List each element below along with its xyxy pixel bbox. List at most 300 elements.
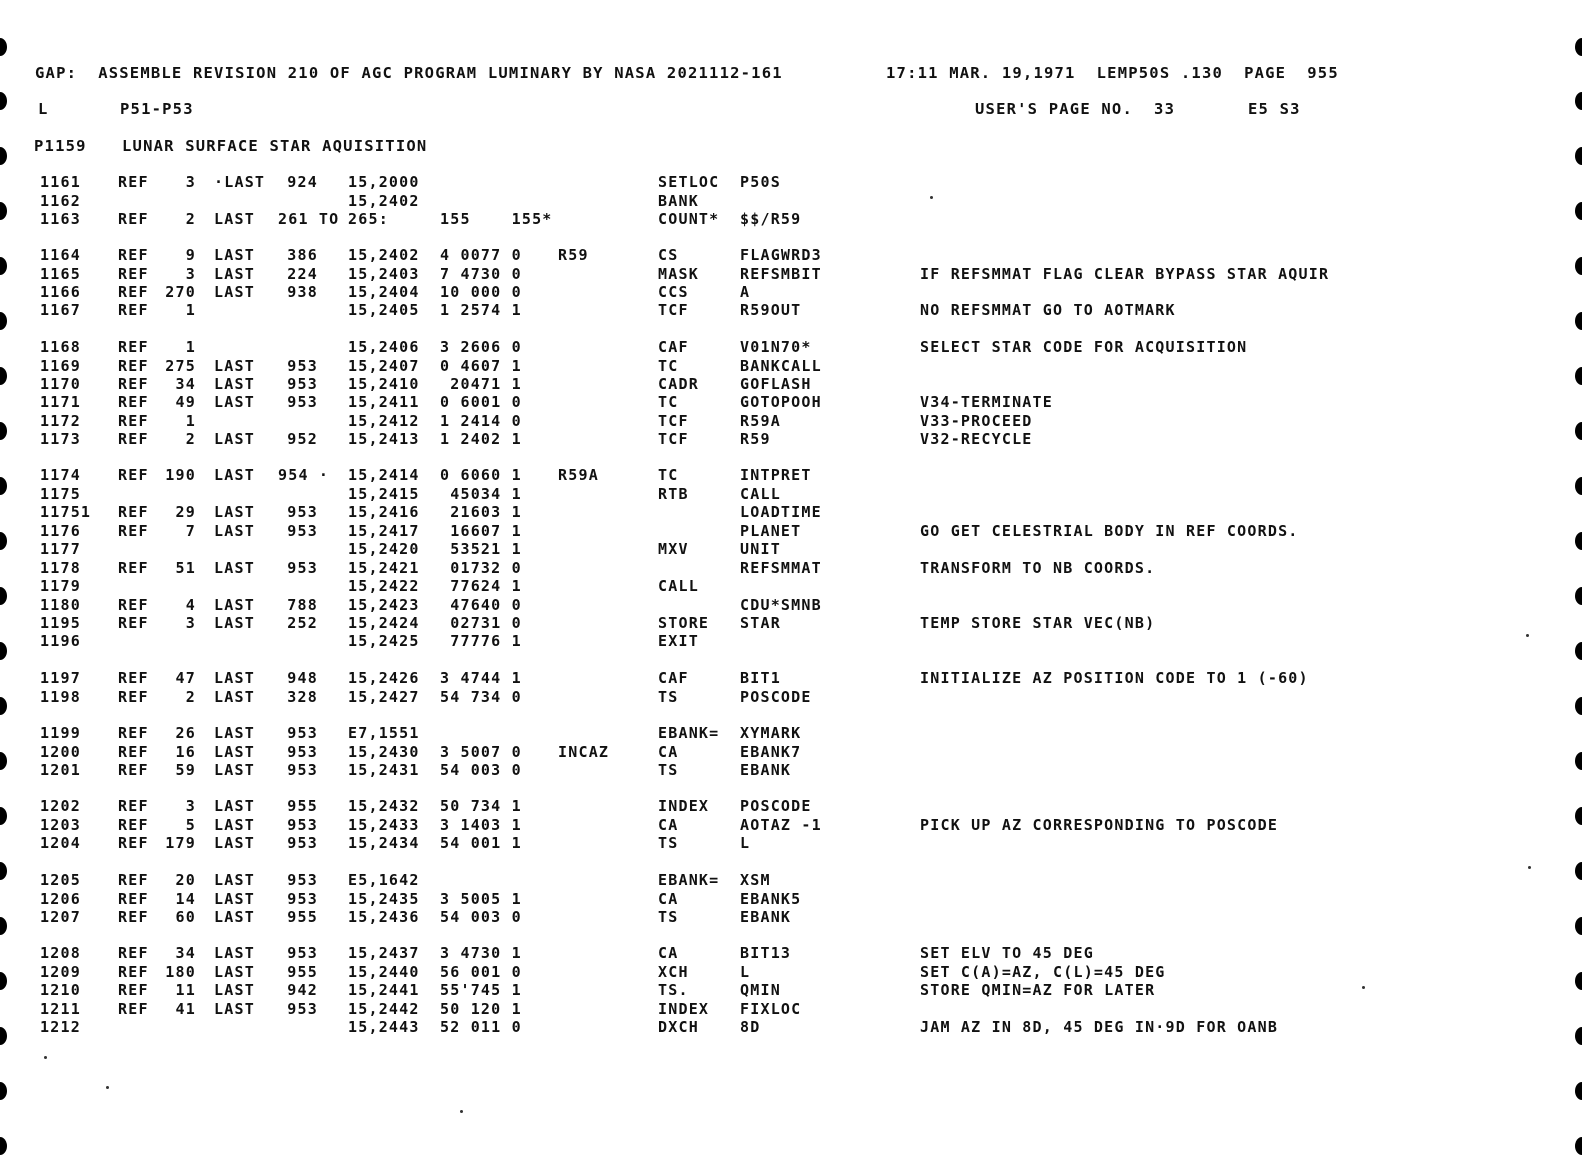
opcode: EBANK= bbox=[658, 871, 720, 889]
ref-count: 29 bbox=[175, 503, 196, 521]
address: 15,2402 bbox=[348, 246, 420, 264]
line-number: 1170 bbox=[40, 375, 81, 393]
operand: L bbox=[740, 963, 751, 981]
operand: EBANK5 bbox=[740, 890, 802, 908]
listing-row bbox=[0, 577, 1582, 597]
operand: STAR bbox=[740, 614, 781, 632]
ref-count: 51 bbox=[175, 559, 196, 577]
line-number: 1166 bbox=[40, 283, 81, 301]
ref-label: REF bbox=[118, 466, 149, 484]
punch-hole-left bbox=[0, 1137, 7, 1155]
address: 15,2406 bbox=[348, 338, 420, 356]
octal-code: 55'745 1 bbox=[440, 981, 522, 999]
comment: SELECT STAR CODE FOR ACQUISITION bbox=[920, 338, 1248, 356]
octal-code: 50 120 1 bbox=[440, 1000, 522, 1018]
line-number: 1167 bbox=[40, 301, 81, 319]
line-number: 1164 bbox=[40, 246, 81, 264]
address: 15,2433 bbox=[348, 816, 420, 834]
ref-label: REF bbox=[118, 596, 149, 614]
last-page: 955 bbox=[287, 963, 318, 981]
opcode: INDEX bbox=[658, 797, 710, 815]
listing-row bbox=[0, 981, 1582, 1001]
opcode: CS bbox=[658, 246, 679, 264]
last-label: LAST bbox=[214, 761, 255, 779]
operand: POSCODE bbox=[740, 797, 812, 815]
operand: A bbox=[740, 283, 751, 301]
address: 15,2442 bbox=[348, 1000, 420, 1018]
comment: SET C(A)=AZ, C(L)=45 DEG bbox=[920, 963, 1166, 981]
line-number: 1205 bbox=[40, 871, 81, 889]
listing-row bbox=[0, 393, 1582, 413]
listing-row bbox=[0, 522, 1582, 542]
last-label: LAST bbox=[214, 210, 255, 228]
listing-row bbox=[0, 743, 1582, 763]
opcode: TS bbox=[658, 688, 679, 706]
last-label: LAST bbox=[214, 1000, 255, 1018]
ref-count: 41 bbox=[175, 1000, 196, 1018]
address: 265: bbox=[348, 210, 389, 228]
operand: QMIN bbox=[740, 981, 781, 999]
ref-count: 1 bbox=[185, 301, 196, 319]
ref-count: 179 bbox=[165, 834, 196, 852]
users-page-number: USER'S PAGE NO. 33 bbox=[975, 100, 1176, 118]
comment: GO GET CELESTRIAL BODY IN REF COORDS. bbox=[920, 522, 1299, 540]
address: 15,2440 bbox=[348, 963, 420, 981]
line-number: 1210 bbox=[40, 981, 81, 999]
operand: XSM bbox=[740, 871, 771, 889]
address: 15,2417 bbox=[348, 522, 420, 540]
ref-count: 11 bbox=[175, 981, 196, 999]
operand: GOTOPOOH bbox=[740, 393, 822, 411]
opcode: TS bbox=[658, 761, 679, 779]
listing-row bbox=[0, 834, 1582, 854]
listing-row bbox=[0, 816, 1582, 836]
last-page: 953 bbox=[287, 724, 318, 742]
comment: V34-TERMINATE bbox=[920, 393, 1053, 411]
address: 15,2422 bbox=[348, 577, 420, 595]
last-page: 224 bbox=[287, 265, 318, 283]
operand: FLAGWRD3 bbox=[740, 246, 822, 264]
header-title: GAP: ASSEMBLE REVISION 210 OF AGC PROGRAM LUMINARY BY NASA 2021112-161 bbox=[35, 64, 783, 82]
ref-count: 4 bbox=[185, 596, 196, 614]
operand: R59 bbox=[740, 430, 771, 448]
opcode: EBANK= bbox=[658, 724, 720, 742]
line-number: 1173 bbox=[40, 430, 81, 448]
opcode: CALL bbox=[658, 577, 699, 595]
last-label: LAST bbox=[214, 816, 255, 834]
last-page: 953 bbox=[287, 761, 318, 779]
last-page: 942 bbox=[287, 981, 318, 999]
ref-count: 3 bbox=[185, 614, 196, 632]
opcode: TS bbox=[658, 908, 679, 926]
line-number: 1198 bbox=[40, 688, 81, 706]
opcode: TCF bbox=[658, 430, 689, 448]
last-page: 953 bbox=[287, 944, 318, 962]
line-number: 1161 bbox=[40, 173, 81, 191]
comment: JAM AZ IN 8D, 45 DEG IN·9D FOR OANB bbox=[920, 1018, 1279, 1036]
address: 15,2431 bbox=[348, 761, 420, 779]
listing-row bbox=[0, 173, 1582, 193]
symbol-label: R59 bbox=[558, 246, 589, 264]
ref-count: 14 bbox=[175, 890, 196, 908]
operand: $$/R59 bbox=[740, 210, 802, 228]
address: 15,2404 bbox=[348, 283, 420, 301]
address: 15,2410 bbox=[348, 375, 420, 393]
punch-hole-left bbox=[0, 1082, 7, 1100]
last-label: LAST bbox=[214, 596, 255, 614]
octal-code: 1 2402 1 bbox=[440, 430, 522, 448]
last-page: 953 bbox=[287, 522, 318, 540]
address: 15,2430 bbox=[348, 743, 420, 761]
listing-row bbox=[0, 559, 1582, 579]
address: 15,2441 bbox=[348, 981, 420, 999]
line-number: 1201 bbox=[40, 761, 81, 779]
last-label: LAST bbox=[214, 357, 255, 375]
comment: SET ELV TO 45 DEG bbox=[920, 944, 1094, 962]
ref-count: 34 bbox=[175, 375, 196, 393]
last-label: LAST bbox=[214, 871, 255, 889]
listing-row bbox=[0, 265, 1582, 285]
listing-row bbox=[0, 430, 1582, 450]
last-page: 955 bbox=[287, 797, 318, 815]
last-page: 953 bbox=[287, 357, 318, 375]
octal-code: 56 001 0 bbox=[440, 963, 522, 981]
last-label: LAST bbox=[214, 393, 255, 411]
octal-code: 01732 0 bbox=[440, 559, 522, 577]
line-number: 1199 bbox=[40, 724, 81, 742]
listing-row bbox=[0, 944, 1582, 964]
opcode: COUNT* bbox=[658, 210, 720, 228]
ref-label: REF bbox=[118, 338, 149, 356]
last-label: LAST bbox=[214, 908, 255, 926]
ref-label: REF bbox=[118, 688, 149, 706]
listing-row bbox=[0, 466, 1582, 486]
ref-count: 7 bbox=[185, 522, 196, 540]
address: E7,1551 bbox=[348, 724, 420, 742]
opcode: TS bbox=[658, 834, 679, 852]
octal-code: 1 2414 0 bbox=[440, 412, 522, 430]
address: 15,2425 bbox=[348, 632, 420, 650]
last-page: 953 bbox=[287, 393, 318, 411]
ref-label: REF bbox=[118, 944, 149, 962]
operand: PLANET bbox=[740, 522, 802, 540]
last-page: 953 bbox=[287, 375, 318, 393]
octal-code: 3 5007 0 bbox=[440, 743, 522, 761]
ref-count: 1 bbox=[185, 338, 196, 356]
last-page: 954 · bbox=[278, 466, 330, 484]
operand: BANKCALL bbox=[740, 357, 822, 375]
line-number: 1177 bbox=[40, 540, 81, 558]
octal-code: 3 5005 1 bbox=[440, 890, 522, 908]
last-label: LAST bbox=[214, 797, 255, 815]
last-page: 953 bbox=[287, 871, 318, 889]
opcode: TS. bbox=[658, 981, 689, 999]
header-date-page: 17:11 MAR. 19,1971 LEMP50S .130 PAGE 955 bbox=[886, 64, 1339, 82]
line-number: 1172 bbox=[40, 412, 81, 430]
operand: CALL bbox=[740, 485, 781, 503]
listing-row bbox=[0, 485, 1582, 505]
operand: FIXLOC bbox=[740, 1000, 802, 1018]
line-number: 1171 bbox=[40, 393, 81, 411]
last-page: 955 bbox=[287, 908, 318, 926]
address: 15,2413 bbox=[348, 430, 420, 448]
ref-label: REF bbox=[118, 871, 149, 889]
ref-count: 20 bbox=[175, 871, 196, 889]
address: 15,2434 bbox=[348, 834, 420, 852]
last-page: 386 bbox=[287, 246, 318, 264]
subheader-section: P51-P53 bbox=[120, 100, 194, 118]
line-number: 1179 bbox=[40, 577, 81, 595]
ref-count: 9 bbox=[185, 246, 196, 264]
paper-speck bbox=[460, 1110, 463, 1113]
ref-label: REF bbox=[118, 724, 149, 742]
operand: GOFLASH bbox=[740, 375, 812, 393]
last-label: LAST bbox=[214, 724, 255, 742]
address: E5,1642 bbox=[348, 871, 420, 889]
last-page: 953 bbox=[287, 890, 318, 908]
ref-count: 3 bbox=[185, 173, 196, 191]
listing-row bbox=[0, 669, 1582, 689]
symbol-label: INCAZ bbox=[558, 743, 610, 761]
opcode: CADR bbox=[658, 375, 699, 393]
octal-code: 0 6060 1 bbox=[440, 466, 522, 484]
section-number: P1159 bbox=[34, 137, 87, 155]
last-label: LAST bbox=[214, 890, 255, 908]
octal-code: 54 003 0 bbox=[440, 761, 522, 779]
operand: AOTAZ -1 bbox=[740, 816, 822, 834]
ref-label: REF bbox=[118, 393, 149, 411]
line-number: 1206 bbox=[40, 890, 81, 908]
octal-code: 3 2606 0 bbox=[440, 338, 522, 356]
line-number: 1178 bbox=[40, 559, 81, 577]
last-label: LAST bbox=[214, 614, 255, 632]
listing-row bbox=[0, 632, 1582, 652]
opcode: BANK bbox=[658, 192, 699, 210]
listing-row bbox=[0, 688, 1582, 708]
octal-code: 45034 1 bbox=[440, 485, 522, 503]
line-number: 11751 bbox=[40, 503, 92, 521]
operand: POSCODE bbox=[740, 688, 812, 706]
address: 15,2407 bbox=[348, 357, 420, 375]
address: 15,2421 bbox=[348, 559, 420, 577]
opcode: TCF bbox=[658, 301, 689, 319]
line-number: 1204 bbox=[40, 834, 81, 852]
ref-label: REF bbox=[118, 210, 149, 228]
listing-row bbox=[0, 412, 1582, 432]
ref-count: 180 bbox=[165, 963, 196, 981]
address: 15,2402 bbox=[348, 192, 420, 210]
octal-code: 77776 1 bbox=[440, 632, 522, 650]
line-number: 1211 bbox=[40, 1000, 81, 1018]
octal-code: 4 0077 0 bbox=[440, 246, 522, 264]
comment: PICK UP AZ CORRESPONDING TO POSCODE bbox=[920, 816, 1279, 834]
comment: INITIALIZE AZ POSITION CODE TO 1 (-60) bbox=[920, 669, 1309, 687]
opcode: CCS bbox=[658, 283, 689, 301]
operand: REFSMBIT bbox=[740, 265, 822, 283]
octal-code: 52 011 0 bbox=[440, 1018, 522, 1036]
address: 15,2405 bbox=[348, 301, 420, 319]
opcode: RTB bbox=[658, 485, 689, 503]
ref-label: REF bbox=[118, 816, 149, 834]
listing-row bbox=[0, 540, 1582, 560]
last-label: ·LAST bbox=[214, 173, 266, 191]
comment: STORE QMIN=AZ FOR LATER bbox=[920, 981, 1156, 999]
address: 15,2435 bbox=[348, 890, 420, 908]
octal-code: 0 6001 0 bbox=[440, 393, 522, 411]
octal-code: 7 4730 0 bbox=[440, 265, 522, 283]
ref-count: 3 bbox=[185, 797, 196, 815]
ref-label: REF bbox=[118, 412, 149, 430]
listing-row bbox=[0, 797, 1582, 817]
subheader-code: L bbox=[38, 100, 49, 118]
line-number: 1209 bbox=[40, 963, 81, 981]
line-number: 1202 bbox=[40, 797, 81, 815]
opcode: TC bbox=[658, 357, 679, 375]
last-label: LAST bbox=[214, 981, 255, 999]
address: 15,2423 bbox=[348, 596, 420, 614]
ref-label: REF bbox=[118, 761, 149, 779]
comment: IF REFSMMAT FLAG CLEAR BYPASS STAR AQUIR bbox=[920, 265, 1330, 283]
ref-count: 26 bbox=[175, 724, 196, 742]
last-page: 948 bbox=[287, 669, 318, 687]
ref-label: REF bbox=[118, 614, 149, 632]
line-number: 1175 bbox=[40, 485, 81, 503]
last-page: 788 bbox=[287, 596, 318, 614]
ref-count: 49 bbox=[175, 393, 196, 411]
line-number: 1174 bbox=[40, 466, 81, 484]
ref-label: REF bbox=[118, 503, 149, 521]
punch-hole-right bbox=[1575, 38, 1582, 56]
last-label: LAST bbox=[214, 265, 255, 283]
ref-count: 190 bbox=[165, 466, 196, 484]
address: 15,2437 bbox=[348, 944, 420, 962]
ref-count: 59 bbox=[175, 761, 196, 779]
ref-count: 34 bbox=[175, 944, 196, 962]
opcode: MXV bbox=[658, 540, 689, 558]
ref-count: 2 bbox=[185, 688, 196, 706]
opcode: CA bbox=[658, 816, 679, 834]
octal-code: 20471 1 bbox=[440, 375, 522, 393]
listing-row bbox=[0, 301, 1582, 321]
last-label: LAST bbox=[214, 466, 255, 484]
opcode: TCF bbox=[658, 412, 689, 430]
page-header bbox=[0, 64, 1582, 84]
ref-count: 1 bbox=[185, 412, 196, 430]
last-page: 953 bbox=[287, 834, 318, 852]
listing-row bbox=[0, 375, 1582, 395]
address: 15,2411 bbox=[348, 393, 420, 411]
listing-row bbox=[0, 614, 1582, 634]
opcode: CA bbox=[658, 743, 679, 761]
listing-row bbox=[0, 357, 1582, 377]
octal-code: 0 4607 1 bbox=[440, 357, 522, 375]
punch-hole-right bbox=[1575, 1082, 1582, 1100]
ref-count: 16 bbox=[175, 743, 196, 761]
address: 15,2416 bbox=[348, 503, 420, 521]
last-label: LAST bbox=[214, 283, 255, 301]
comment: NO REFSMMAT GO TO AOTMARK bbox=[920, 301, 1176, 319]
ref-count: 2 bbox=[185, 430, 196, 448]
paper-speck bbox=[106, 1086, 109, 1089]
ref-count: 47 bbox=[175, 669, 196, 687]
operand: 8D bbox=[740, 1018, 761, 1036]
operand: UNIT bbox=[740, 540, 781, 558]
opcode: CAF bbox=[658, 669, 689, 687]
octal-code: 3 4744 1 bbox=[440, 669, 522, 687]
operand: INTPRET bbox=[740, 466, 812, 484]
comment: V32-RECYCLE bbox=[920, 430, 1033, 448]
listing-row bbox=[0, 908, 1582, 928]
last-page: 261 TO bbox=[278, 210, 340, 228]
ref-count: 5 bbox=[185, 816, 196, 834]
line-number: 1208 bbox=[40, 944, 81, 962]
ref-label: REF bbox=[118, 834, 149, 852]
ref-label: REF bbox=[118, 301, 149, 319]
octal-code: 47640 0 bbox=[440, 596, 522, 614]
octal-code: 50 734 1 bbox=[440, 797, 522, 815]
operand: EBANK bbox=[740, 908, 792, 926]
octal-code: 77624 1 bbox=[440, 577, 522, 595]
operand: R59A bbox=[740, 412, 781, 430]
last-label: LAST bbox=[214, 503, 255, 521]
octal-code: 3 4730 1 bbox=[440, 944, 522, 962]
address: 15,2414 bbox=[348, 466, 420, 484]
listing-row bbox=[0, 192, 1582, 212]
address: 15,2426 bbox=[348, 669, 420, 687]
ref-label: REF bbox=[118, 265, 149, 283]
listing-row bbox=[0, 338, 1582, 358]
octal-code: 54 734 0 bbox=[440, 688, 522, 706]
line-number: 1165 bbox=[40, 265, 81, 283]
line-number: 1176 bbox=[40, 522, 81, 540]
last-page: 953 bbox=[287, 743, 318, 761]
address: 15,2443 bbox=[348, 1018, 420, 1036]
octal-code: 155 155* bbox=[440, 210, 553, 228]
opcode: TC bbox=[658, 393, 679, 411]
opcode: STORE bbox=[658, 614, 710, 632]
octal-code: 53521 1 bbox=[440, 540, 522, 558]
line-number: 1168 bbox=[40, 338, 81, 356]
line-number: 1212 bbox=[40, 1018, 81, 1036]
operand: XYMARK bbox=[740, 724, 802, 742]
last-page: 953 bbox=[287, 559, 318, 577]
octal-code: 02731 0 bbox=[440, 614, 522, 632]
last-label: LAST bbox=[214, 963, 255, 981]
paper-speck bbox=[44, 1056, 47, 1059]
operand: V01N70* bbox=[740, 338, 812, 356]
punch-hole-left bbox=[0, 38, 7, 56]
opcode: CA bbox=[658, 944, 679, 962]
last-label: LAST bbox=[214, 743, 255, 761]
address: 15,2427 bbox=[348, 688, 420, 706]
listing-row bbox=[0, 871, 1582, 891]
line-number: 1197 bbox=[40, 669, 81, 687]
ref-label: REF bbox=[118, 890, 149, 908]
listing-row bbox=[0, 503, 1582, 523]
line-number: 1195 bbox=[40, 614, 81, 632]
operand: CDU*SMNB bbox=[740, 596, 822, 614]
ref-label: REF bbox=[118, 246, 149, 264]
line-number: 1203 bbox=[40, 816, 81, 834]
line-number: 1163 bbox=[40, 210, 81, 228]
line-number: 1196 bbox=[40, 632, 81, 650]
ref-count: 275 bbox=[165, 357, 196, 375]
last-page: 952 bbox=[287, 430, 318, 448]
operand: L bbox=[740, 834, 751, 852]
last-page: 938 bbox=[287, 283, 318, 301]
comment: TRANSFORM TO NB COORDS. bbox=[920, 559, 1156, 577]
line-number: 1162 bbox=[40, 192, 81, 210]
